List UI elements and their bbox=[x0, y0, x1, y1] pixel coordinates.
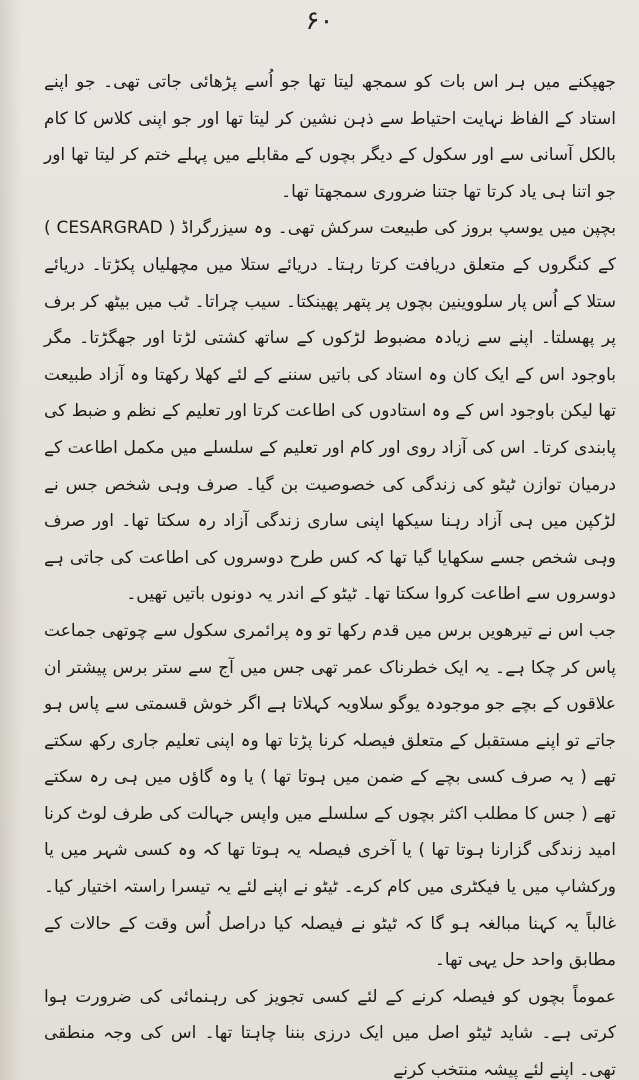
page-body-text bbox=[44, 64, 616, 1080]
paragraph-3: جب اس نے تیرھویں برس میں قدم رکھا تو وہ پرائمری سکول سے چوتھی جماعت پاس کر چکا ہے۔ یہ ایک خطرناک عمر تھی جس میں آج سے ستر برس پیشتر ان علاقوں کے بچے جو موجودہ یوگو سلاویہ کہلاتا ہے اگر خوش قسمتی سے پاس ہو جاتے تو اپنے مستقبل کے متعلق فیصلہ کرنا پڑتا تھا وہ اپنی تعلیم جاری رکھ سکتے تھے ( یہ صرف کسی بچے کے ضمن میں ہوتا تھا ) یا وہ گاؤں میں ہی رہ سکتے تھے ( جس کا مطلب اکثر بچوں کے سلسلے میں واپس جہالت کی طرف لوٹ کرنا امید زندگی گزارنا ہوتا تھا ) یا آخری فیصلہ یہ ہوتا تھا کہ وہ کسی شہر میں یا ورکشاپ میں یا فیکٹری میں کام کرے۔ ٹیٹو نے اپنے لئے یہ تیسرا راستہ اختیار کیا۔ غالباً یہ کہنا مبالغہ ہو گا کہ ٹیٹو نے فیصلہ کیا دراصل اُس وقت کے حالات کے مطابق واحد حل یہی تھا۔ bbox=[44, 620, 616, 971]
paragraph-4: عموماً بچوں کو فیصلہ کرنے کے لئے کسی تجویز کی رہنمائی کی ضرورت ہوا کرتی ہے۔ شاید ٹیٹو اصل میں ایک درزی بننا چاہتا تھا۔ اس کی وجہ منطقی تھی۔ اپنے لئے پیشہ منتخب کرنے bbox=[44, 986, 616, 1080]
page-number: ۶۰ bbox=[305, 6, 334, 36]
paragraph-2: بچپن میں یوسپ بروز کی طبیعت سرکش تھی۔ وہ سیزرگراڈ ( CESARGRAD ) کے کنگروں کے متعلق دریافت کرتا رہتا۔ دریائے ستلا میں مچھلیاں پکڑتا۔ دریائے ستلا کے اُس پار سلووینین بچوں پر پتھر پھینکتا۔ سیب چراتا۔ ٹب میں بیٹھ کر برف پر پھسلتا۔ اپنے سے زیادہ مضبوط لڑکوں کے ساتھ کشتی لڑتا اور جھگڑتا۔ مگر باوجود اس کے ایک کان وہ استاد کی باتیں سننے کے لئے کھلا رکھتا وہ آزاد طبیعت تھا لیکن باوجود اس کے وہ استادوں کی اطاعت کرتا اور تعلیم کے نظم و ضبط کی پابندی کرتا۔ اس کی آزاد روی اور کام اور تعلیم کے سلسلے میں مکمل اطاعت کے درمیان توازن ٹیٹو کی زندگی کی خصوصیت بن گیا۔ صرف وہی شخص جس نے لڑکپن میں ہی آزاد رہنا سیکھا اپنی ساری زندگی آزاد رہ سکتا تھا۔ اور صرف وہی شخص جسے سکھایا گیا تھا کہ کس طرح دوسروں کی اطاعت کی جاتی ہے دوسروں سے اطاعت کروا سکتا تھا۔ ٹیٹو کے اندر یہ دونوں باتیں تھیں۔ bbox=[44, 218, 616, 605]
paragraph-1: جھپکنے میں ہر اس بات کو سمجھ لیتا تھا جو اُسے پڑھائی جاتی تھی۔ جو اپنے استاد کے الفاظ نہایت احتیاط سے ذہن نشین کر لیتا تھا اور جو اپنی کلاس کا کام بالکل آسانی سے اور سکول کے دیگر بچوں کے مقابلے میں پہلے ختم کر لیتا تھا اور جو اتنا ہی یاد کرتا تھا جتنا ضروری سمجھتا تھا۔ bbox=[44, 72, 616, 202]
